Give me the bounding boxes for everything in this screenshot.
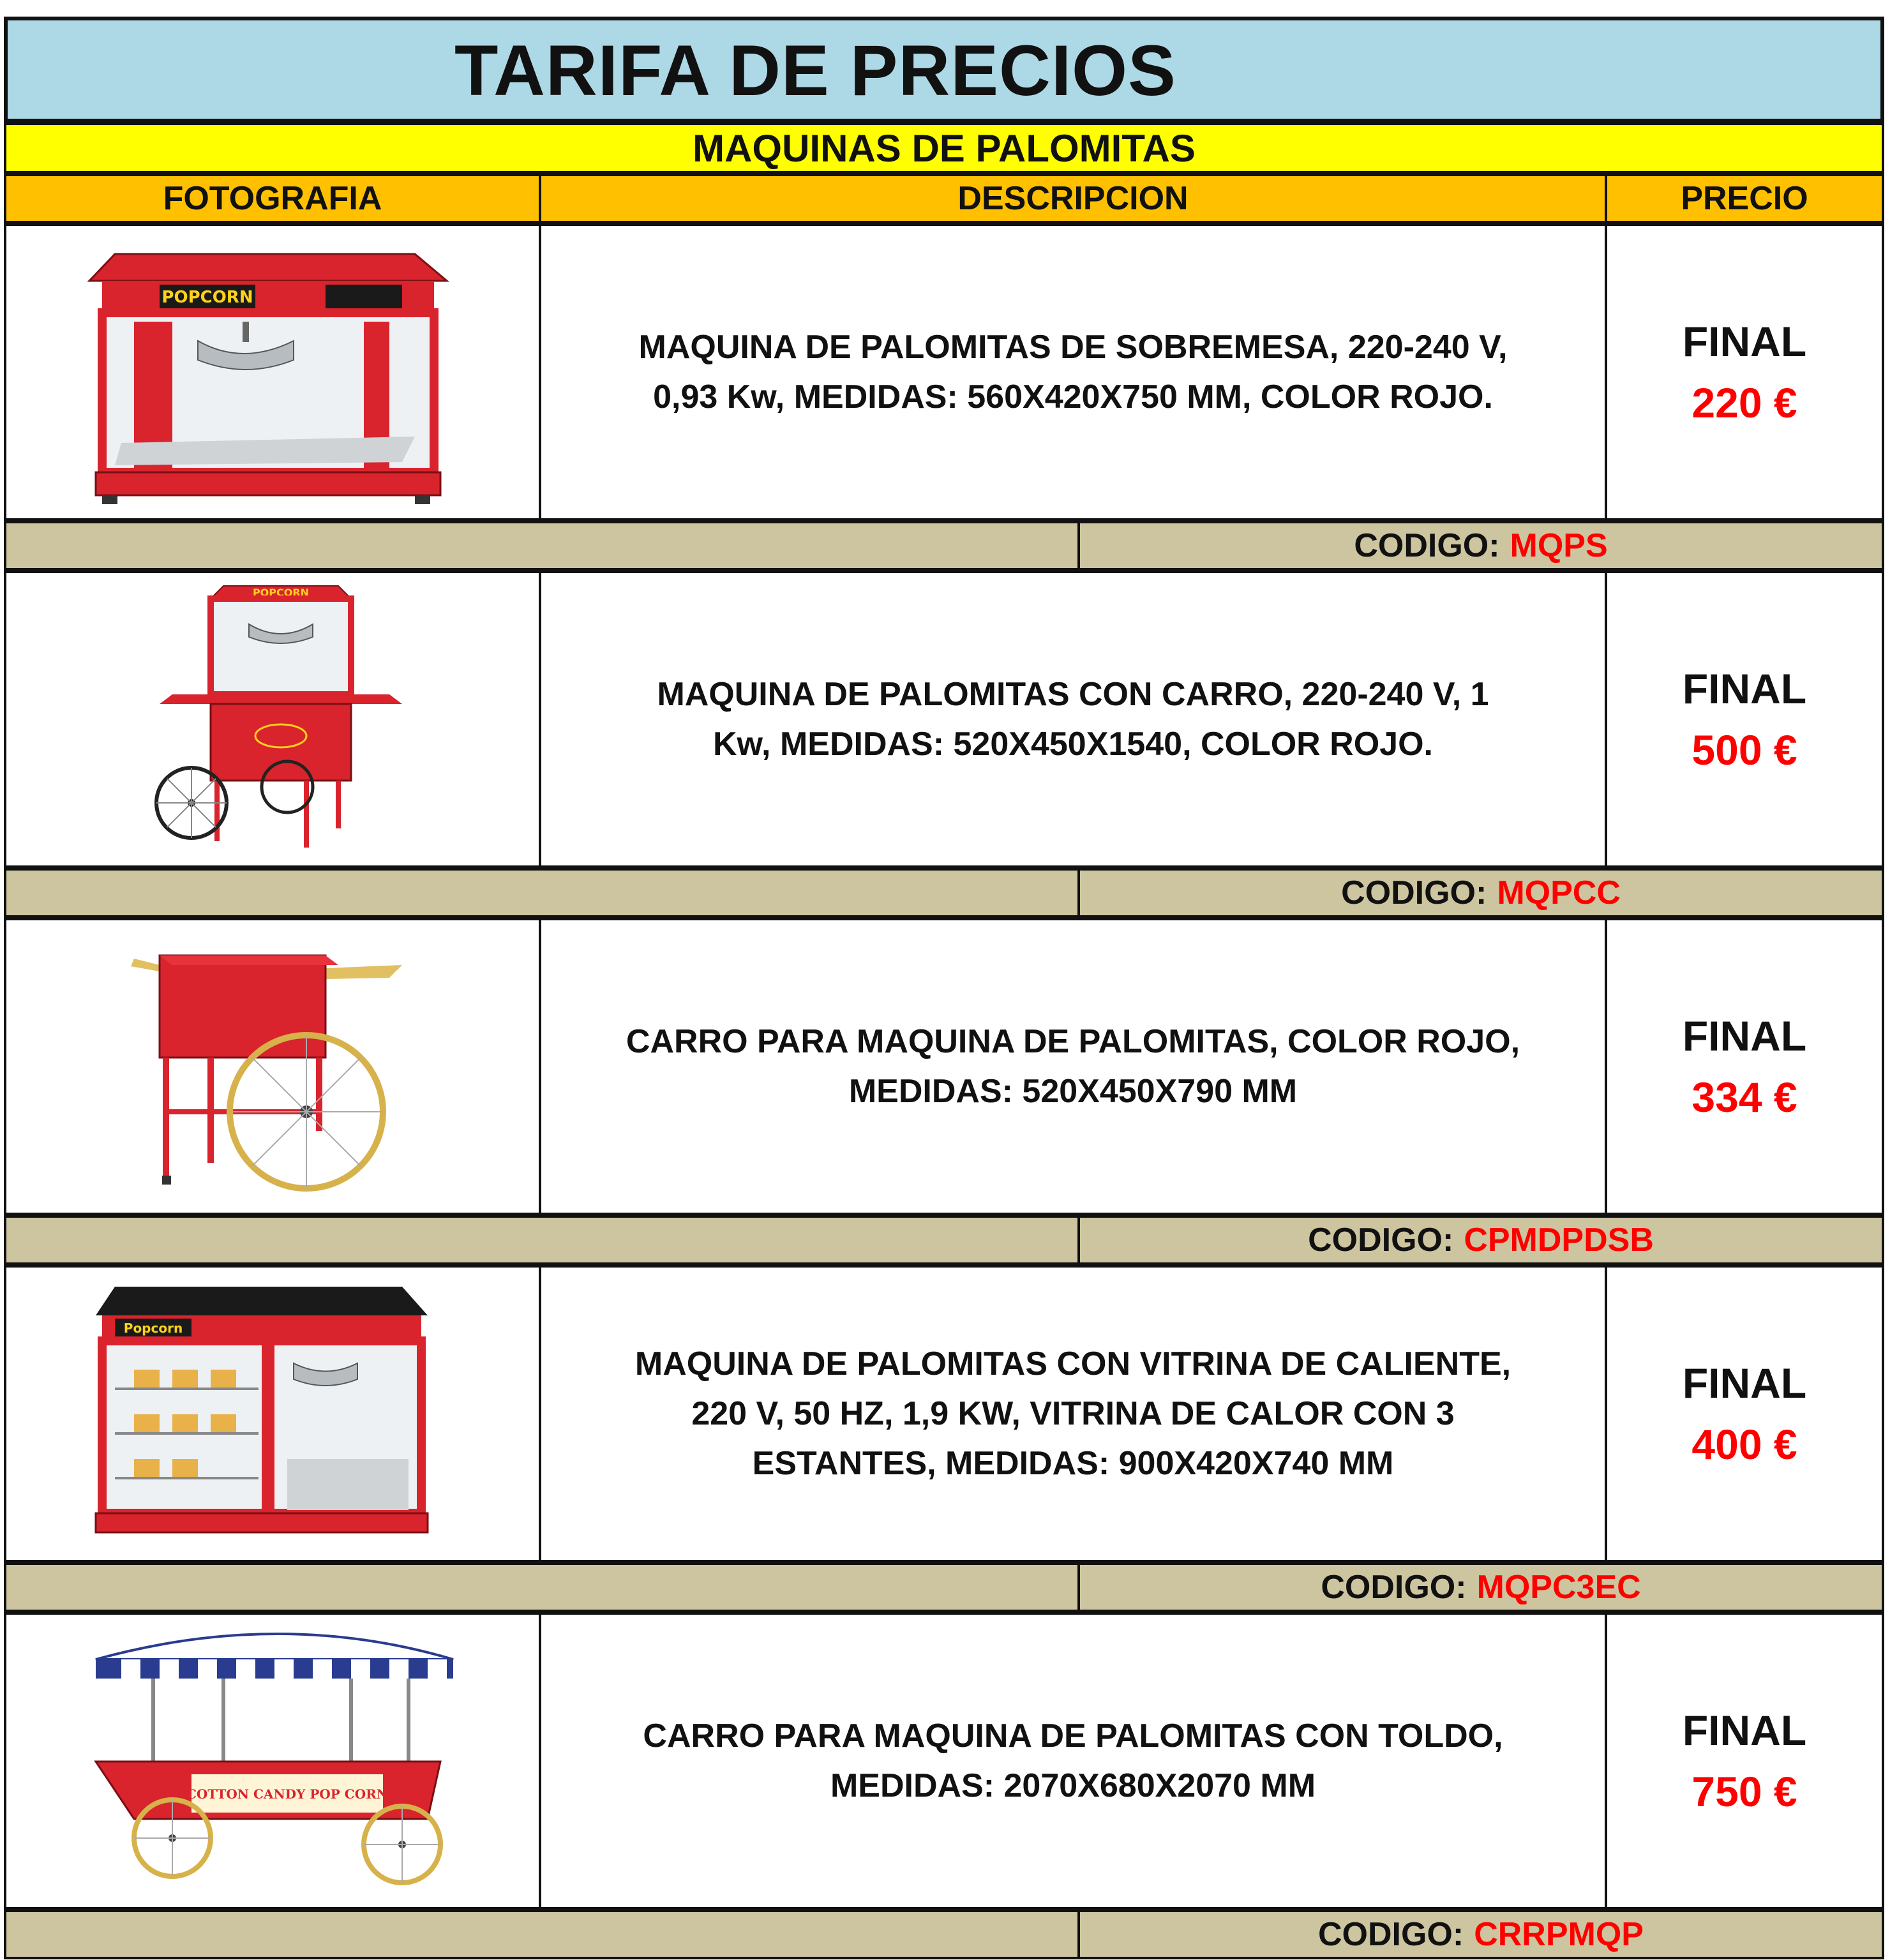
code-value: MQPCC xyxy=(1497,874,1621,911)
product-photo-cell xyxy=(6,226,541,518)
product-code-row xyxy=(4,1910,1884,1959)
page-title: TARIFA DE PRECIOS xyxy=(454,31,1176,110)
product-price-cell xyxy=(1607,1615,1882,1907)
code-value: MQPC3EC xyxy=(1476,1569,1641,1606)
product-description xyxy=(644,670,1501,769)
price-label: FINAL xyxy=(1682,1359,1807,1407)
product-row xyxy=(4,918,1884,1215)
product-photo-cell xyxy=(6,1615,541,1907)
price-amount: 500 € xyxy=(1691,726,1797,774)
product-description-cell xyxy=(541,1615,1607,1907)
tabletop-popcorn-machine-image xyxy=(6,226,539,518)
product-row xyxy=(4,1265,1884,1562)
price-label: FINAL xyxy=(1682,1012,1807,1059)
code-label: CODIGO: xyxy=(1341,874,1487,911)
popcorn-machine-heated-display-image xyxy=(6,1268,539,1560)
section-title: MAQUINAS DE PALOMITAS xyxy=(4,123,1884,174)
product-code xyxy=(1080,871,1882,915)
price-label: FINAL xyxy=(1682,318,1807,365)
product-code xyxy=(1080,1565,1882,1610)
price-amount: 220 € xyxy=(1691,379,1797,426)
price-label: FINAL xyxy=(1682,665,1807,712)
product-code-row xyxy=(4,521,1884,571)
product-description-cell xyxy=(541,920,1607,1213)
popcorn-machine-with-cart-image xyxy=(6,573,539,865)
description-line: MEDIDAS: 520X450X790 MM xyxy=(848,1073,1298,1110)
product-row xyxy=(4,1612,1884,1910)
description-line: CARRO PARA MAQUINA DE PALOMITAS, COLOR ROJO, xyxy=(626,1023,1520,1060)
popcorn-sign: Popcorn xyxy=(123,1320,183,1336)
product-code-row xyxy=(4,1215,1884,1265)
price-amount: 334 € xyxy=(1691,1074,1797,1121)
product-description xyxy=(622,1339,1524,1488)
description-line: MAQUINA DE PALOMITAS CON CARRO, 220-240 V, 1 xyxy=(657,676,1489,713)
product-price-cell xyxy=(1607,920,1882,1213)
description-line: MEDIDAS: 2070X680X2070 MM xyxy=(830,1767,1316,1804)
price-label: FINAL xyxy=(1682,1707,1807,1754)
product-code xyxy=(1080,1218,1882,1262)
description-line: CARRO PARA MAQUINA DE PALOMITAS CON TOLDO, xyxy=(643,1717,1503,1754)
price-amount: 400 € xyxy=(1691,1421,1797,1468)
product-description-cell xyxy=(541,1268,1607,1560)
header-photo: FOTOGRAFIA xyxy=(6,176,541,221)
description-line: ESTANTES, MEDIDAS: 900X420X740 MM xyxy=(752,1445,1394,1482)
product-photo-cell xyxy=(6,1268,541,1560)
table-header xyxy=(4,174,1884,223)
code-value: CRRPMQP xyxy=(1474,1916,1644,1953)
description-line: MAQUINA DE PALOMITAS CON VITRINA DE CALIENTE, xyxy=(634,1345,1511,1382)
header-description: DESCRIPCION xyxy=(541,176,1607,221)
description-line: 0,93 Kw, MEDIDAS: 560X420X750 MM, COLOR ROJO. xyxy=(653,378,1493,415)
product-price-cell xyxy=(1607,573,1882,865)
description-line: MAQUINA DE PALOMITAS DE SOBREMESA, 220-240 V, xyxy=(638,329,1508,366)
product-row xyxy=(4,223,1884,521)
price-amount: 750 € xyxy=(1691,1768,1797,1815)
popcorn-cart-with-awning-image xyxy=(6,1615,539,1907)
product-photo-cell xyxy=(6,920,541,1213)
product-price-cell xyxy=(1607,226,1882,518)
code-value: MQPS xyxy=(1510,527,1608,564)
product-description-cell xyxy=(541,226,1607,518)
code-label: CODIGO: xyxy=(1321,1569,1467,1606)
code-label: CODIGO: xyxy=(1354,527,1500,564)
popcorn-machine-cart-image xyxy=(6,920,539,1213)
header-price: PRECIO xyxy=(1681,180,1808,217)
popcorn-sign: POPCORN xyxy=(161,288,253,307)
code-label: CODIGO: xyxy=(1308,1222,1454,1259)
product-code-row xyxy=(4,1562,1884,1612)
popcorn-sign: POPCORN xyxy=(252,587,310,599)
product-description xyxy=(630,1711,1515,1811)
price-list-sheet xyxy=(4,17,1884,1957)
cart-sign: COTTON CANDY POP CORN xyxy=(186,1786,389,1802)
product-row xyxy=(4,571,1884,868)
code-value: CPMDPDSB xyxy=(1464,1222,1654,1259)
product-photo-cell xyxy=(6,573,541,865)
product-description xyxy=(613,1017,1533,1116)
code-label: CODIGO: xyxy=(1317,1916,1464,1953)
product-code-row xyxy=(4,868,1884,918)
title-bar xyxy=(4,17,1884,123)
product-description-cell xyxy=(541,573,1607,865)
description-line: Kw, MEDIDAS: 520X450X1540, COLOR ROJO. xyxy=(712,726,1433,763)
product-code xyxy=(1080,1912,1882,1957)
product-price-cell xyxy=(1607,1268,1882,1560)
description-line: 220 V, 50 HZ, 1,9 KW, VITRINA DE CALOR CON 3 xyxy=(691,1395,1455,1432)
product-description xyxy=(626,322,1520,422)
product-code xyxy=(1080,523,1882,568)
